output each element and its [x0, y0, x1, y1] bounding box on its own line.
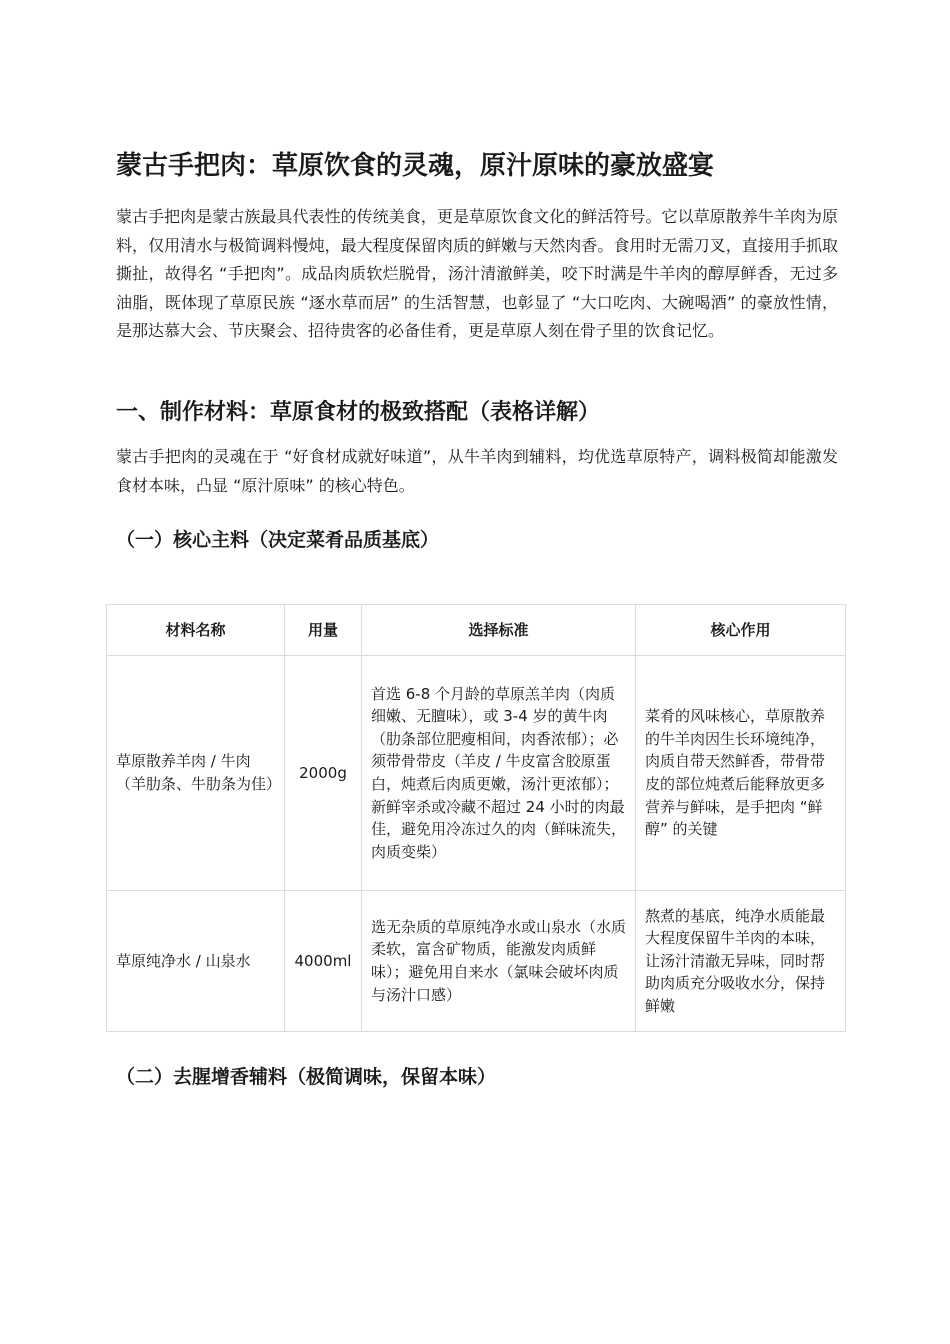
document-title: 蒙古手把肉：草原饮食的灵魂，原汁原味的豪放盛宴 — [116, 151, 715, 181]
table-row — [107, 656, 846, 891]
intro-paragraph: 蒙古手把肉是蒙古族最具代表性的传统美食，更是草原饮食文化的鲜活符号。它以草原散养牛羊肉为原料，仅用清水与极简调料慢炖，最大程度保留肉质的鲜嫩与天然肉香。食用时无需刀叉，直接用手抓取撕扯，故得名 “手把肉”。成品肉质软烂脱骨，汤汁清澈鲜美，咬下时满是牛羊肉的醇厚鲜香，无过多油脂，既体现了草原民族 “逐水草而居” 的生活智慧，也彰显了 “大口吃肉、大碗喝酒” 的豪放性情，是那达慕大会、节庆聚会、招待贵客的必备佳肴，更是草原人刻在骨子里的饮食记忆。 — [116, 207, 838, 341]
header-material-name: 材料名称 — [107, 605, 285, 656]
cell-material-name: 草原散养羊肉 / 牛肉（羊肋条、牛肋条为佳） — [107, 656, 285, 891]
cell-amount: 4000ml — [285, 891, 362, 1032]
table-row — [107, 891, 846, 1032]
cell-selection-standard: 首选 6-8 个月龄的草原羔羊肉（肉质细嫩、无膻味），或 3-4 岁的黄牛肉（肋条部位肥瘦相间，肉香浓郁）；必须带骨带皮（羊皮 / 牛皮富含胶原蛋白，炖煮后肉质更嫩，汤汁更浓郁）；新鲜宰杀或冷藏不超过 24 小时的肉最佳，避免用冷冻过久的肉（鲜味流失，肉质变柴） — [362, 656, 636, 891]
subheading-core-ingredients: （一）核心主料（决定菜肴品质基底） — [116, 529, 440, 551]
materials-table — [106, 604, 846, 1032]
section-heading-materials: 一、制作材料：草原食材的极致搭配（表格详解） — [116, 400, 601, 425]
cell-core-role: 菜肴的风味核心，草原散养的牛羊肉因生长环境纯净，肉质自带天然鲜香，带骨带皮的部位炖煮后能释放更多营养与鲜味，是手把肉 “鲜醇” 的关键 — [636, 656, 846, 891]
cell-selection-standard: 选无杂质的草原纯净水或山泉水（水质柔软，富含矿物质，能激发肉质鲜味）；避免用自来水（氯味会破坏肉质与汤汁口感） — [362, 891, 636, 1032]
table-header-row — [107, 605, 846, 656]
cell-core-role: 熬煮的基底，纯净水质能最大程度保留牛羊肉的本味，让汤汁清澈无异味，同时帮助肉质充分吸收水分，保持鲜嫩 — [636, 891, 846, 1032]
header-core-role: 核心作用 — [636, 605, 846, 656]
cell-material-name: 草原纯净水 / 山泉水 — [107, 891, 285, 1032]
cell-amount: 2000g — [285, 656, 362, 891]
header-selection-standard: 选择标准 — [362, 605, 636, 656]
subheading-auxiliary-ingredients: （二）去腥增香辅料（极简调味，保留本味） — [116, 1066, 497, 1088]
section-intro-paragraph: 蒙古手把肉的灵魂在于 “好食材成就好味道”，从牛羊肉到辅料，均优选草原特产，调料极简却能激发食材本味，凸显 “原汁原味” 的核心特色。 — [116, 447, 838, 495]
header-amount: 用量 — [285, 605, 362, 656]
